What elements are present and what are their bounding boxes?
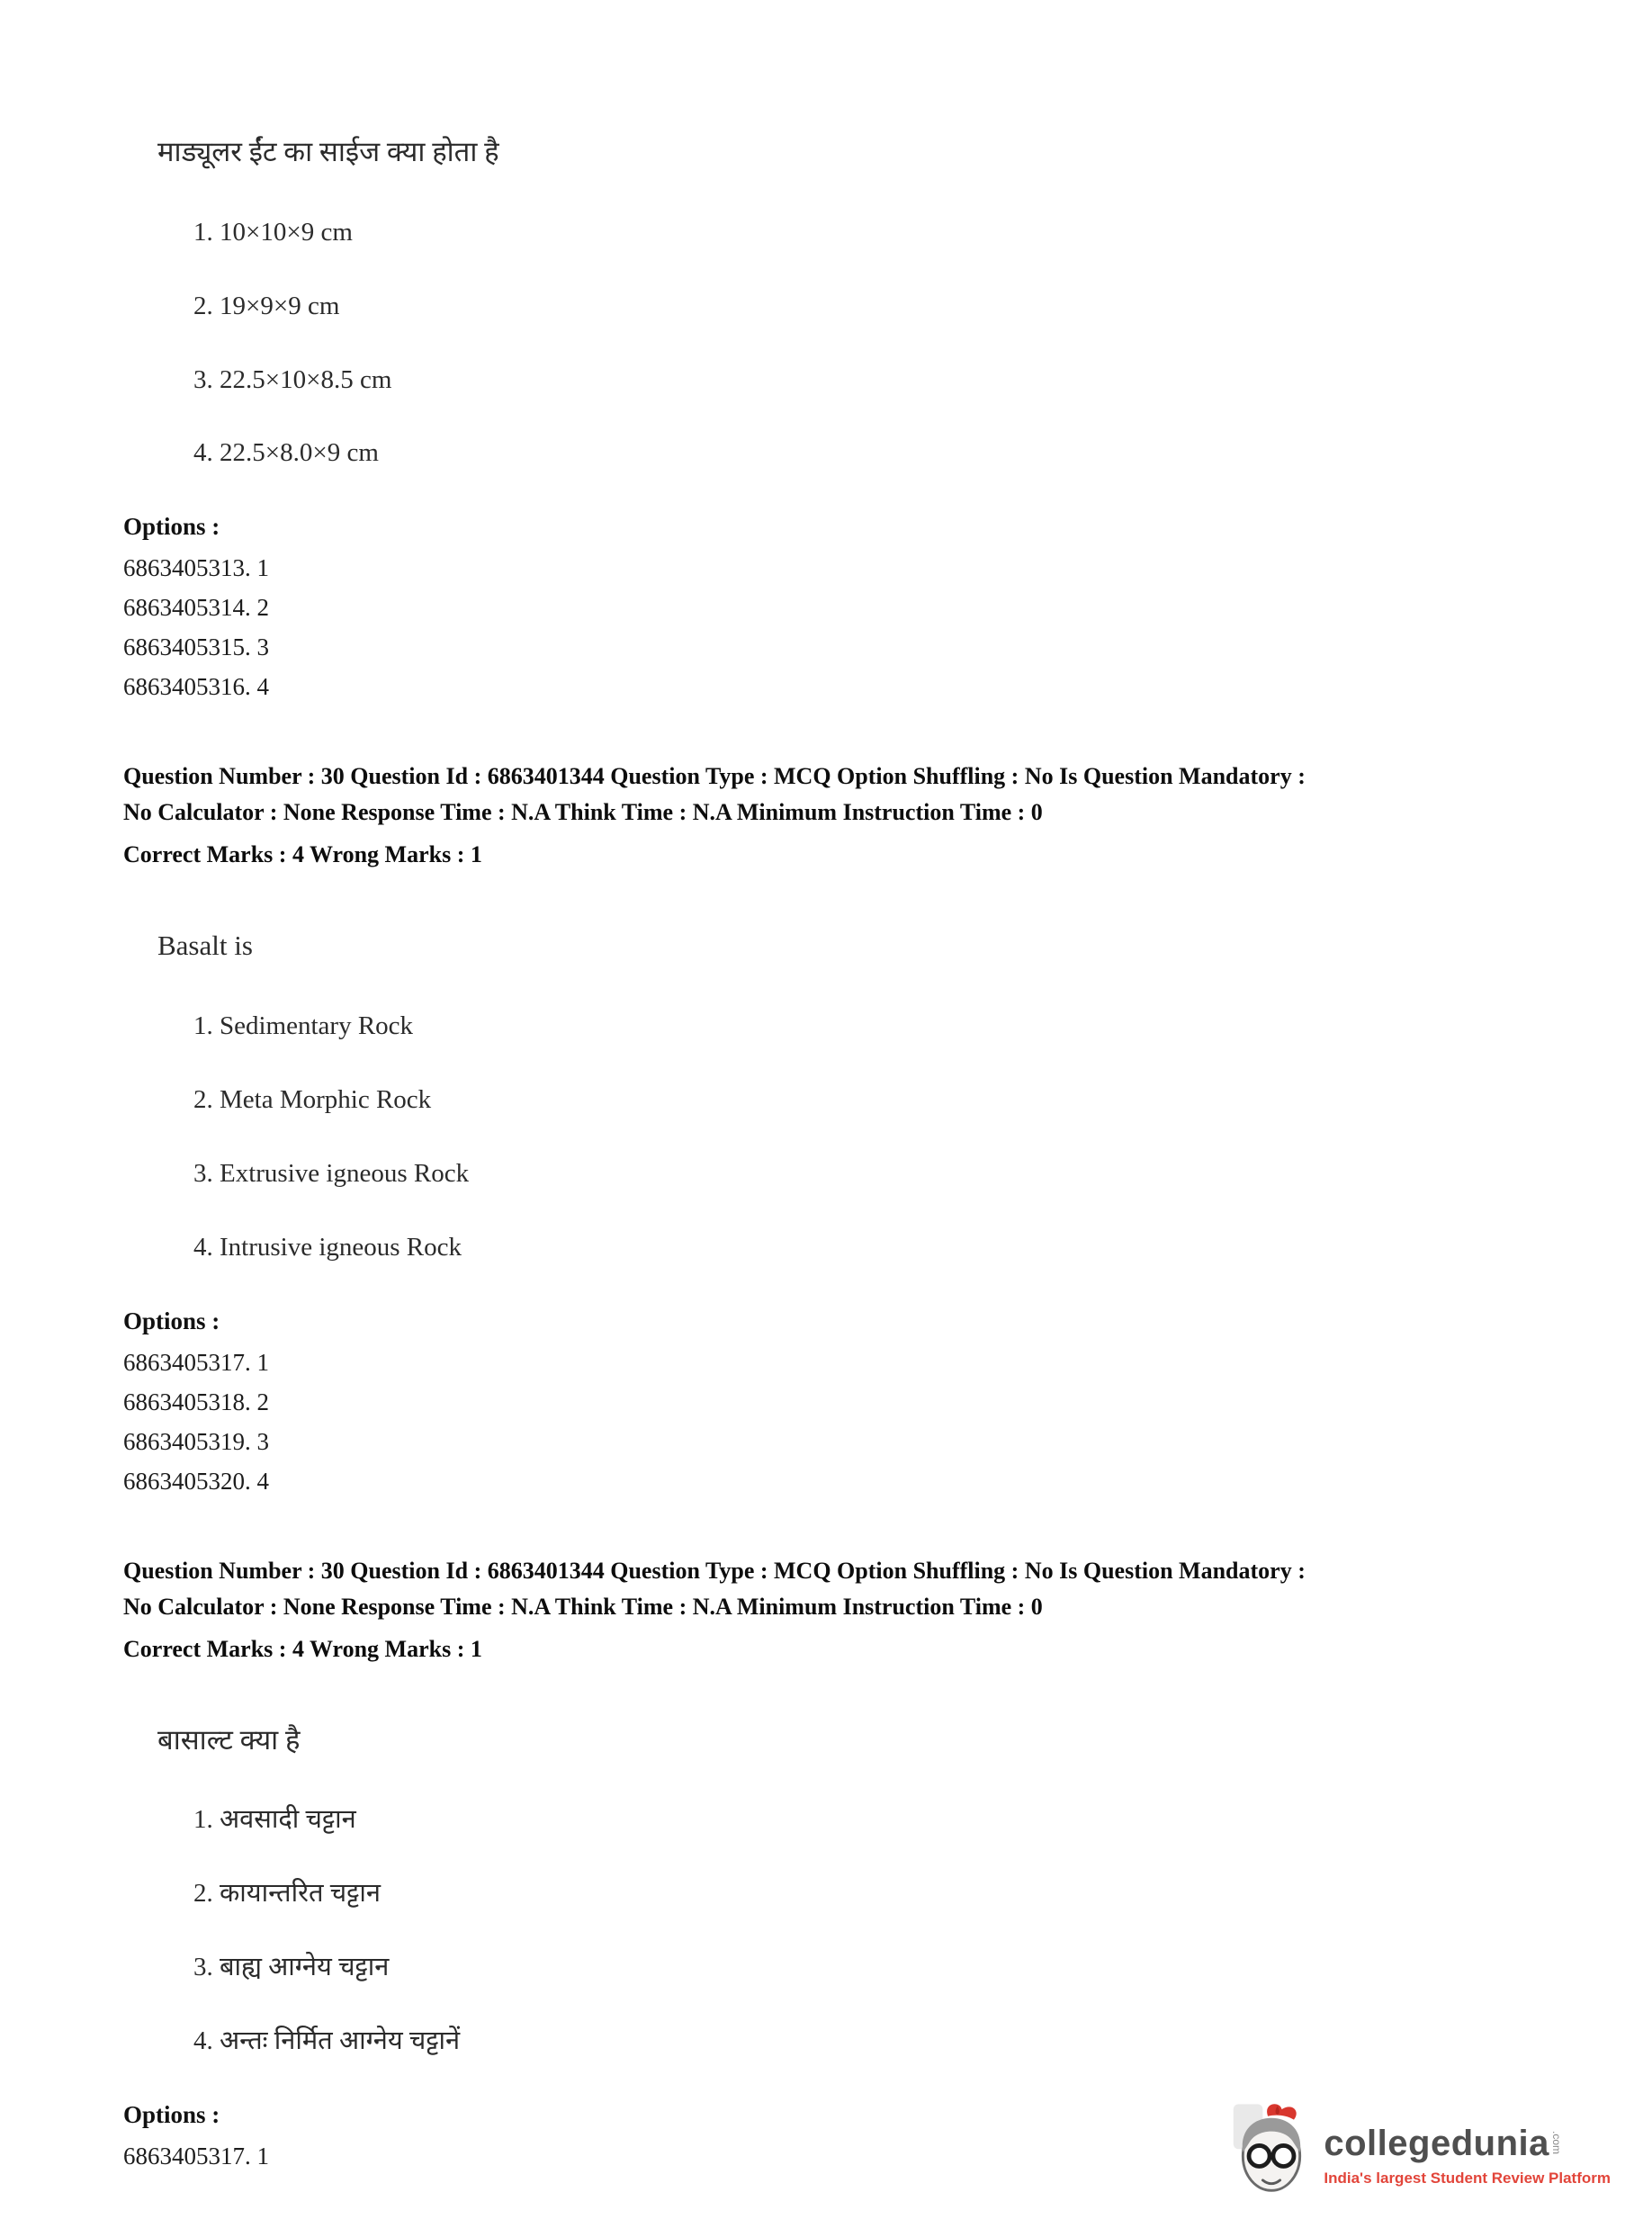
choice-item: 4. अन्तः निर्मित आग्नेय चट्टानें (193, 2026, 461, 2056)
question-metadata-2 (123, 1553, 1526, 1667)
question-text: Basalt is (157, 930, 253, 962)
option-id: 6863405320. 4 (123, 1467, 269, 1495)
brand-name: collegedunia (1324, 2123, 1549, 2163)
brand-text-block (1324, 2124, 1611, 2188)
brand-suffix: .com (1549, 2131, 1563, 2155)
option-id: 6863405314. 2 (123, 594, 269, 622)
question-text: माड्यूलर ईंट का साईज क्या होता है (157, 136, 499, 167)
choice-item: 1. Sedimentary Rock (193, 1011, 414, 1041)
choice-item: 4. 22.5×8.0×9 cm (193, 438, 379, 468)
choice-list (193, 219, 1526, 469)
question-text: बासाल्ट क्या है (157, 1723, 301, 1756)
choice-item: 3. Extrusive igneous Rock (193, 1158, 470, 1188)
option-id: 6863405316. 4 (123, 673, 269, 701)
option-id: 6863405318. 2 (123, 1388, 269, 1415)
collegedunia-mascot-icon (1228, 2102, 1315, 2208)
metadata-marks-line: Correct Marks : 4 Wrong Marks : 1 (123, 1635, 482, 1662)
option-id: 6863405313. 1 (123, 554, 269, 582)
brand-tagline: India's largest Student Review Platform (1324, 2169, 1611, 2187)
choice-item: 3. बाह्य आग्नेय चट्टान (193, 1953, 390, 1982)
option-id: 6863405319. 3 (123, 1427, 269, 1455)
option-id: 6863405317. 1 (123, 1348, 269, 1376)
metadata-line: Question Number : 30 Question Id : 6863401344 Question Type : MCQ Option Shuffling : No Is Question Mandatory : (123, 763, 1306, 790)
choice-item: 2. कायान्तरित चट्टान (193, 1879, 381, 1909)
question-block-2 (123, 929, 1526, 1500)
choice-item: 3. 22.5×10×8.5 cm (193, 364, 392, 394)
option-id-list (123, 1343, 1526, 1501)
options-label: Options : (123, 513, 220, 541)
metadata-line: Question Number : 30 Question Id : 6863401344 Question Type : MCQ Option Shuffling : No Is Question Mandatory : (123, 1557, 1306, 1584)
choice-item: 1. अवसादी चट्टान (193, 1805, 356, 1835)
question-block-1 (123, 135, 1526, 706)
collegedunia-branding (1228, 2102, 1611, 2208)
options-label: Options : (123, 2100, 220, 2128)
choice-list (193, 1012, 1526, 1262)
brand-wordmark (1324, 2124, 1611, 2164)
metadata-line: No Calculator : None Response Time : N.A Think Time : N.A Minimum Instruction Time : 0 (123, 1593, 1043, 1620)
choice-item: 2. Meta Morphic Rock (193, 1084, 432, 1114)
option-id: 6863405315. 3 (123, 633, 269, 661)
question-metadata-1 (123, 759, 1526, 873)
option-id-list (123, 548, 1526, 706)
metadata-marks-line: Correct Marks : 4 Wrong Marks : 1 (123, 841, 482, 868)
choice-item: 1. 10×10×9 cm (193, 217, 353, 247)
options-label: Options : (123, 1307, 220, 1334)
choice-list (193, 1806, 1526, 2056)
option-id: 6863405317. 1 (123, 2142, 269, 2170)
choice-item: 2. 19×9×9 cm (193, 291, 340, 320)
choice-item: 4. Intrusive igneous Rock (193, 1232, 462, 1262)
metadata-line: No Calculator : None Response Time : N.A Think Time : N.A Minimum Instruction Time : 0 (123, 799, 1043, 826)
